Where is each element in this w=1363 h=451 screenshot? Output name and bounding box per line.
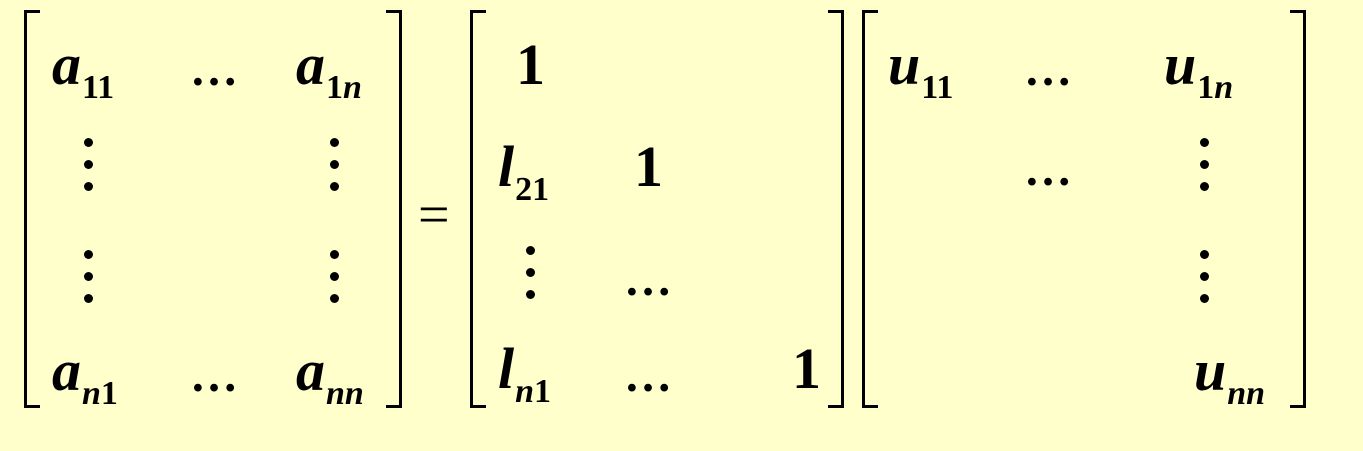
matrix-l-right-bracket bbox=[828, 10, 844, 408]
matrix-a-vdots-col1-upper bbox=[84, 138, 94, 194]
matrix-l-entry-nn: 1 bbox=[792, 336, 821, 401]
matrix-l-entry-11: 1 bbox=[516, 32, 545, 97]
matrix-l-rown-ellipsis: … bbox=[624, 349, 668, 402]
matrix-l-entry-ln1: $l_{n1}$ bbox=[498, 336, 552, 410]
matrix-u-left-bracket bbox=[862, 10, 878, 408]
matrix-l-row3-ellipsis: … bbox=[624, 253, 668, 306]
matrix-u-entry-u1n: $u_{1n}$ bbox=[1164, 32, 1234, 106]
matrix-a-entry-a1n: $a_{1n}$ bbox=[296, 32, 362, 106]
matrix-u-entry-unn: $u_{nn}$ bbox=[1194, 338, 1266, 412]
matrix-a-entry-ann: $a_{nn}$ bbox=[296, 338, 364, 412]
matrix-l-vdots-col1 bbox=[526, 246, 536, 302]
matrix-u-row2-ellipsis: … bbox=[1024, 143, 1068, 196]
matrix-a-vdots-col1-lower bbox=[84, 250, 94, 306]
matrix-l-entry-22: 1 bbox=[634, 134, 663, 199]
matrix-a-right-bracket bbox=[386, 10, 402, 408]
matrix-a-entry-a11: $a_{11}$ bbox=[52, 32, 115, 106]
matrix-u-entry-u11: $u_{11}$ bbox=[888, 32, 954, 106]
matrix-u-vdots-coln-upper bbox=[1200, 138, 1210, 194]
matrix-a-left-bracket bbox=[24, 10, 40, 408]
matrix-a-vdots-coln-lower bbox=[330, 250, 340, 306]
matrix-a-rown-ellipsis: … bbox=[190, 349, 234, 402]
equals-sign: = bbox=[418, 184, 450, 246]
matrix-l-left-bracket bbox=[470, 10, 486, 408]
matrix-a-vdots-coln-upper bbox=[330, 138, 340, 194]
matrix-a-entry-an1: $a_{n1}$ bbox=[52, 338, 118, 412]
matrix-u-vdots-coln-lower bbox=[1200, 250, 1210, 306]
matrix-u-row1-ellipsis: … bbox=[1024, 43, 1068, 96]
matrix-a-row1-ellipsis: … bbox=[190, 43, 234, 96]
matrix-l-entry-l21: $l_{21}$ bbox=[498, 134, 550, 208]
matrix-u-right-bracket bbox=[1290, 10, 1306, 408]
